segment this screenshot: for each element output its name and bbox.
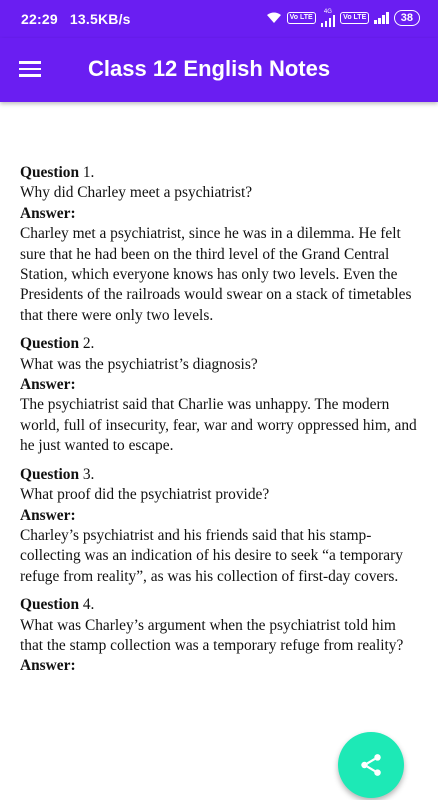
question-label: Question bbox=[20, 335, 80, 353]
question-text: What proof did the psychiatrist provide? bbox=[20, 486, 270, 504]
share-icon bbox=[358, 752, 384, 778]
qa-item bbox=[20, 163, 422, 326]
qa-item bbox=[20, 334, 422, 456]
wifi-icon bbox=[266, 12, 282, 24]
question-label: Question bbox=[20, 596, 80, 614]
answer-text: Charley’s psychiatrist and his friends said that his stamp-collecting was an indication of his desire to seek “a temporary refuge from reality”, as was his collection of first-day covers. bbox=[20, 526, 403, 585]
app-title: Class 12 English Notes bbox=[88, 56, 331, 81]
answer-label: Answer: bbox=[20, 657, 76, 675]
question-heading bbox=[20, 334, 422, 354]
volte-badge-1: Vo LTE bbox=[287, 12, 316, 24]
status-right bbox=[266, 9, 420, 27]
qa-item bbox=[20, 465, 422, 587]
status-time: 22:29 bbox=[21, 11, 58, 27]
signal-bars-1-icon bbox=[321, 15, 336, 27]
question-number: 1. bbox=[79, 164, 95, 181]
battery-indicator: 38 bbox=[394, 10, 420, 26]
qa-item bbox=[20, 595, 422, 677]
app-bar bbox=[0, 38, 438, 102]
volte-badge-2: Vo LTE bbox=[340, 12, 369, 24]
signal-group-1 bbox=[321, 9, 336, 27]
answer-text: The psychiatrist said that Charlie was unhappy. The modern world, full of insecurity, fear, war and worry oppressed him, and he just wanted to escape. bbox=[20, 396, 417, 455]
network-type-label: 4G bbox=[323, 9, 332, 15]
answer-label: Answer: bbox=[20, 204, 76, 222]
answer-text: Charley met a psychiatrist, since he was in a dilemma. He felt sure that he had been on the third level of the Grand Central Station, which everyone knows has only two levels. Even the Presidents of the railroads would swear on a stack of timetables that there were only two levels. bbox=[20, 225, 412, 324]
question-heading bbox=[20, 465, 422, 485]
status-left bbox=[21, 11, 139, 27]
signal-bars-2-icon bbox=[374, 12, 389, 24]
question-text: What was the psychiatrist’s diagnosis? bbox=[20, 355, 258, 373]
status-bar bbox=[0, 0, 438, 38]
answer-label: Answer: bbox=[20, 506, 76, 524]
question-number: 2. bbox=[79, 335, 95, 353]
question-label: Question bbox=[20, 164, 80, 181]
question-text: What was Charley’s argument when the psychiatrist told him that the stamp collection was a temporary refuge from reality? bbox=[20, 616, 404, 654]
hamburger-menu-icon[interactable] bbox=[16, 57, 44, 83]
question-label: Question bbox=[20, 465, 80, 483]
question-text: Why did Charley meet a psychiatrist? bbox=[20, 184, 253, 202]
network-speed: 13.5KB/s bbox=[69, 11, 131, 27]
answer-label: Answer: bbox=[20, 376, 76, 394]
question-heading bbox=[20, 163, 422, 183]
question-number: 3. bbox=[79, 465, 95, 483]
question-number: 4. bbox=[79, 596, 95, 614]
notes-content bbox=[20, 163, 422, 685]
share-button[interactable] bbox=[338, 732, 404, 798]
question-heading bbox=[20, 595, 422, 615]
